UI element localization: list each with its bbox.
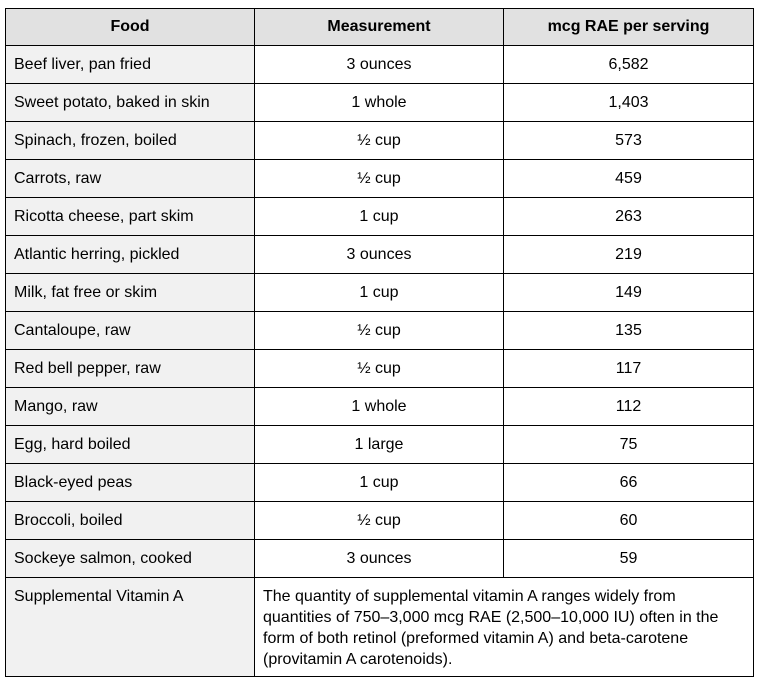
- food-cell: Beef liver, pan fried: [6, 46, 255, 84]
- header-food: Food: [6, 9, 255, 46]
- mcg-cell: 60: [504, 502, 754, 540]
- table-row: [6, 84, 754, 122]
- mcg-cell: 75: [504, 426, 754, 464]
- mcg-cell: 219: [504, 236, 754, 274]
- measurement-cell: ½ cup: [255, 502, 504, 540]
- measurement-cell: 1 large: [255, 426, 504, 464]
- food-cell: Cantaloupe, raw: [6, 312, 255, 350]
- supplement-row: [6, 578, 754, 677]
- mcg-cell: 1,403: [504, 84, 754, 122]
- table-row: [6, 464, 754, 502]
- food-cell: Ricotta cheese, part skim: [6, 198, 255, 236]
- food-cell: Egg, hard boiled: [6, 426, 255, 464]
- measurement-cell: ½ cup: [255, 160, 504, 198]
- food-cell: Carrots, raw: [6, 160, 255, 198]
- table-row: [6, 46, 754, 84]
- measurement-cell: 1 whole: [255, 84, 504, 122]
- table-row: [6, 236, 754, 274]
- mcg-cell: 59: [504, 540, 754, 578]
- mcg-cell: 6,582: [504, 46, 754, 84]
- food-cell: Sockeye salmon, cooked: [6, 540, 255, 578]
- mcg-cell: 135: [504, 312, 754, 350]
- measurement-cell: ½ cup: [255, 350, 504, 388]
- measurement-cell: 3 ounces: [255, 236, 504, 274]
- food-cell: Sweet potato, baked in skin: [6, 84, 255, 122]
- mcg-cell: 149: [504, 274, 754, 312]
- table-row: [6, 502, 754, 540]
- table-row: [6, 540, 754, 578]
- table-row: [6, 426, 754, 464]
- table-row: [6, 388, 754, 426]
- mcg-cell: 573: [504, 122, 754, 160]
- supplement-label: Supplemental Vitamin A: [6, 578, 255, 677]
- food-cell: Atlantic herring, pickled: [6, 236, 255, 274]
- mcg-cell: 263: [504, 198, 754, 236]
- measurement-cell: 1 cup: [255, 198, 504, 236]
- table-row: [6, 350, 754, 388]
- measurement-cell: 1 cup: [255, 274, 504, 312]
- mcg-cell: 117: [504, 350, 754, 388]
- table-row: [6, 160, 754, 198]
- measurement-cell: 1 cup: [255, 464, 504, 502]
- table-body: [6, 46, 754, 677]
- food-cell: Red bell pepper, raw: [6, 350, 255, 388]
- food-cell: Mango, raw: [6, 388, 255, 426]
- supplement-note: The quantity of supplemental vitamin A ranges widely from quantities of 750–3,000 mcg RAE (2,500–10,000 IU) often in the form of both retinol (preformed vitamin A) and beta-carotene (provitamin A carotenoids).: [255, 578, 754, 677]
- food-cell: Spinach, frozen, boiled: [6, 122, 255, 160]
- header-measurement: Measurement: [255, 9, 504, 46]
- header-mcg-rae: mcg RAE per serving: [504, 9, 754, 46]
- measurement-cell: ½ cup: [255, 312, 504, 350]
- table-row: [6, 312, 754, 350]
- mcg-cell: 459: [504, 160, 754, 198]
- header-row: [6, 9, 754, 46]
- measurement-cell: 1 whole: [255, 388, 504, 426]
- vitamin-a-food-table: [5, 8, 754, 677]
- table-row: [6, 122, 754, 160]
- food-cell: Black-eyed peas: [6, 464, 255, 502]
- mcg-cell: 66: [504, 464, 754, 502]
- food-cell: Milk, fat free or skim: [6, 274, 255, 312]
- table-row: [6, 274, 754, 312]
- food-cell: Broccoli, boiled: [6, 502, 255, 540]
- mcg-cell: 112: [504, 388, 754, 426]
- table-row: [6, 198, 754, 236]
- measurement-cell: 3 ounces: [255, 540, 504, 578]
- measurement-cell: ½ cup: [255, 122, 504, 160]
- measurement-cell: 3 ounces: [255, 46, 504, 84]
